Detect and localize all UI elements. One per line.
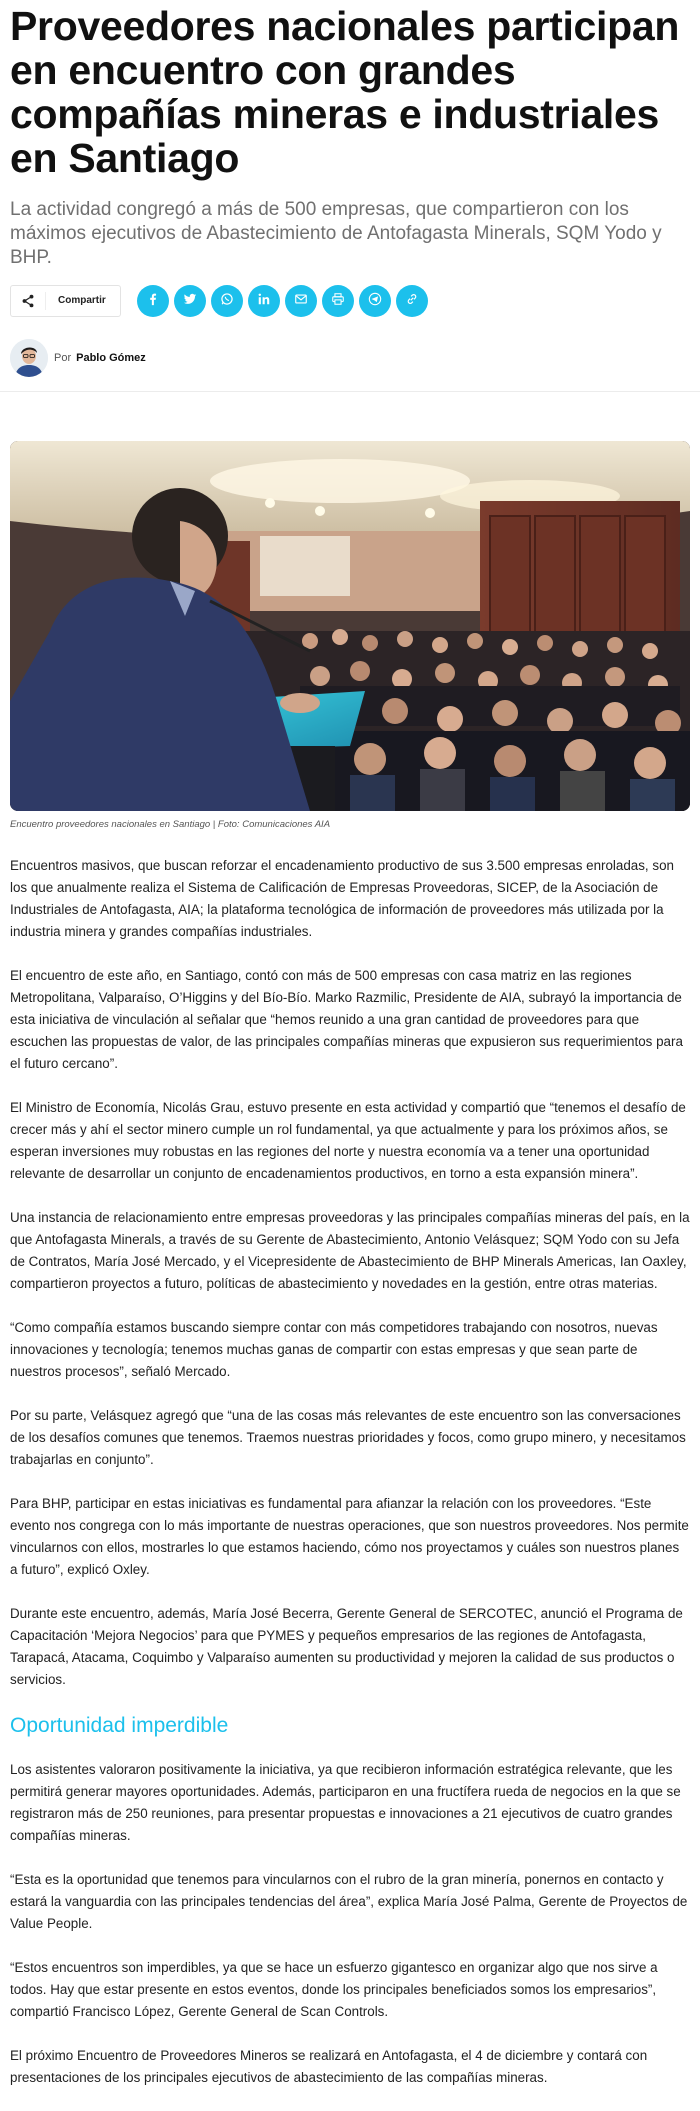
conference-photo (10, 441, 690, 811)
telegram-share-button[interactable] (359, 285, 391, 317)
body-paragraph: Por su parte, Velásquez agregó que “una de las cosas más relevantes de este encuentro son las conversaciones de los desafíos comunes que tenemos. Traemos nuestras prioridades y focos, como grupo minero, y necesitamos trabajarlas en conjunto”. (10, 1408, 686, 1467)
twitter-share-button[interactable] (174, 285, 206, 317)
body-paragraph: Encuentros masivos, que buscan reforzar el encadenamiento productivo de sus 3.500 empresas enroladas, son los que anualmente realiza el Sistema de Calificación de Empresas Proveedoras, SICEP, de la Asociación de Industriales de Antofagasta, AIA; la plataforma tecnológica de información de proveedores más utilizada por la industria minera y grandes compañías industriales. (10, 858, 674, 939)
body-paragraph: “Como compañía estamos buscando siempre contar con más competidores trabajando con nosotros, nuevas innovaciones y tecnología; tenemos muchas ganas de compartir con estas empresas y que sean parte de nuestros procesos”, señaló Mercado. (10, 1320, 658, 1379)
author-byline (10, 336, 690, 380)
share-bar (10, 284, 690, 318)
article-subtitle: La actividad congregó a más de 500 empresas, que compartieron con los máximos ejecutivos de Abastecimiento de Antofagasta Minerals, SQM Yodo y BHP. (10, 199, 662, 268)
twitter-icon (183, 292, 197, 311)
email-share-button[interactable] (285, 285, 317, 317)
body-paragraph: El encuentro de este año, en Santiago, contó con más de 500 empresas con casa matriz en las regiones Metropolitana, Valparaíso, O’Higgins y del Bío-Bío. Marko Razmilic, Presidente de AIA, subrayó la importancia de esta iniciativa de vinculación al señalar que “hemos reunido a una gran cantidad de proveedores para que escuchen las propuestas de valor, de las principales compañías mineras que expusieron sus requerimientos para el futuro cercano”. (10, 968, 683, 1071)
body-paragraph: Durante este encuentro, además, María José Becerra, Gerente General de SERCOTEC, anunció el Programa de Capacitación ‘Mejora Negocios’ para que PYMES y pequeños empresarios de las regiones de Antofagasta, Tarapacá, Atacama, Coquimbo y Valparaíso aumenten su productividad y mejoren la calidad de sus productos o servicios. (10, 1606, 683, 1687)
body-paragraph: El Ministro de Economía, Nicolás Grau, estuvo presente en esta actividad y compartió que “tenemos el desafío de crecer más y ahí el sector minero cumple un rol fundamental, ya que actualmente y para los próximos años, se esperan inversiones muy robustas en las regiones del norte y nuestra economía va a tener una oportunidad relevante de desarrollar un conjunto de encadenamientos productivos, en torno a esta expansión minera”. (10, 1100, 686, 1181)
copy-link-button[interactable] (396, 285, 428, 317)
article-title: Proveedores nacionales participan en encuentro con grandes compañías mineras e industriales en Santiago (10, 3, 680, 181)
linkedin-icon (257, 292, 271, 311)
linkedin-share-button[interactable] (248, 285, 280, 317)
author-avatar[interactable] (10, 339, 48, 377)
article-body (10, 855, 690, 2089)
body-paragraph: Una instancia de relacionamiento entre empresas proveedoras y las principales compañías mineras del país, en la que Antofagasta Minerals, a través de su Gerente de Abastecimiento, Antonio Velásquez; SQM Yodo con su Jefa de Contratos, María José Mercado, y el Vicepresidente de Abastecimiento de BHP Minerals Americas, Ian Oaxley, compartieron proyectos a futuro, políticas de abastecimiento y novedades en la gestión, entre otras materias. (10, 1210, 690, 1291)
image-caption: Encuentro proveedores nacionales en Santiago | Foto: Comunicaciones AIA (10, 819, 331, 830)
body-paragraph: Para BHP, participar en estas iniciativas es fundamental para afianzar la relación con los proveedores. “Este evento nos congrega con lo más importante de nuestras operaciones, que son nuestros proveedores. Nos permite vincularnos con ellos, mostrarles lo que estamos haciendo, cómo nos proyectamos y cuáles son nuestros planes a futuro”, explicó Oxley. (10, 1496, 689, 1577)
author-prefix: Por (54, 352, 72, 364)
article-hero-image (10, 441, 690, 811)
email-icon (294, 292, 308, 311)
author-name-link[interactable]: Pablo Gómez (76, 352, 146, 364)
facebook-icon (146, 292, 160, 311)
whatsapp-share-button[interactable] (211, 285, 243, 317)
section-heading: Oportunidad imperdible (10, 1714, 229, 1737)
link-icon (405, 292, 419, 311)
header-divider (0, 391, 700, 392)
print-icon (331, 292, 345, 311)
share-button[interactable] (10, 285, 121, 317)
whatsapp-icon (220, 292, 234, 311)
share-icon (21, 294, 35, 308)
body-paragraph: “Estos encuentros son imperdibles, ya que se hace un esfuerzo gigantesco en organizar algo que nos sirve a todos. Hay que estar presente en estos eventos, donde los principales beneficiados somos los empresarios”, compartió Francisco López, Gerente General de Scan Controls. (10, 1960, 658, 2019)
facebook-share-button[interactable] (137, 285, 169, 317)
body-paragraph: Los asistentes valoraron positivamente la iniciativa, ya que recibieron información estratégica relevante, que les permitirá generar mayores oportunidades. Además, participaron en una fructífera rueda de negocios en la que se registraron más de 250 reuniones, para presentar propuestas e innovaciones a 21 ejecutivos de cuatro grandes compañías mineras. (10, 1762, 681, 1843)
body-paragraph: El próximo Encuentro de Proveedores Mineros se realizará en Antofagasta, el 4 de diciembre y contará con presentaciones de los principales ejecutivos de abastecimiento de las compañías mineras. (10, 2048, 648, 2085)
print-button[interactable] (322, 285, 354, 317)
telegram-icon (368, 292, 382, 311)
share-label: Compartir (45, 292, 106, 310)
body-paragraph: “Esta es la oportunidad que tenemos para vincularnos con el rubro de la gran minería, ponernos en contacto y estará la vanguardia con las principales tendencias del área”, explica María José Palma, Gerente de Proyectos de Value People. (10, 1872, 688, 1931)
